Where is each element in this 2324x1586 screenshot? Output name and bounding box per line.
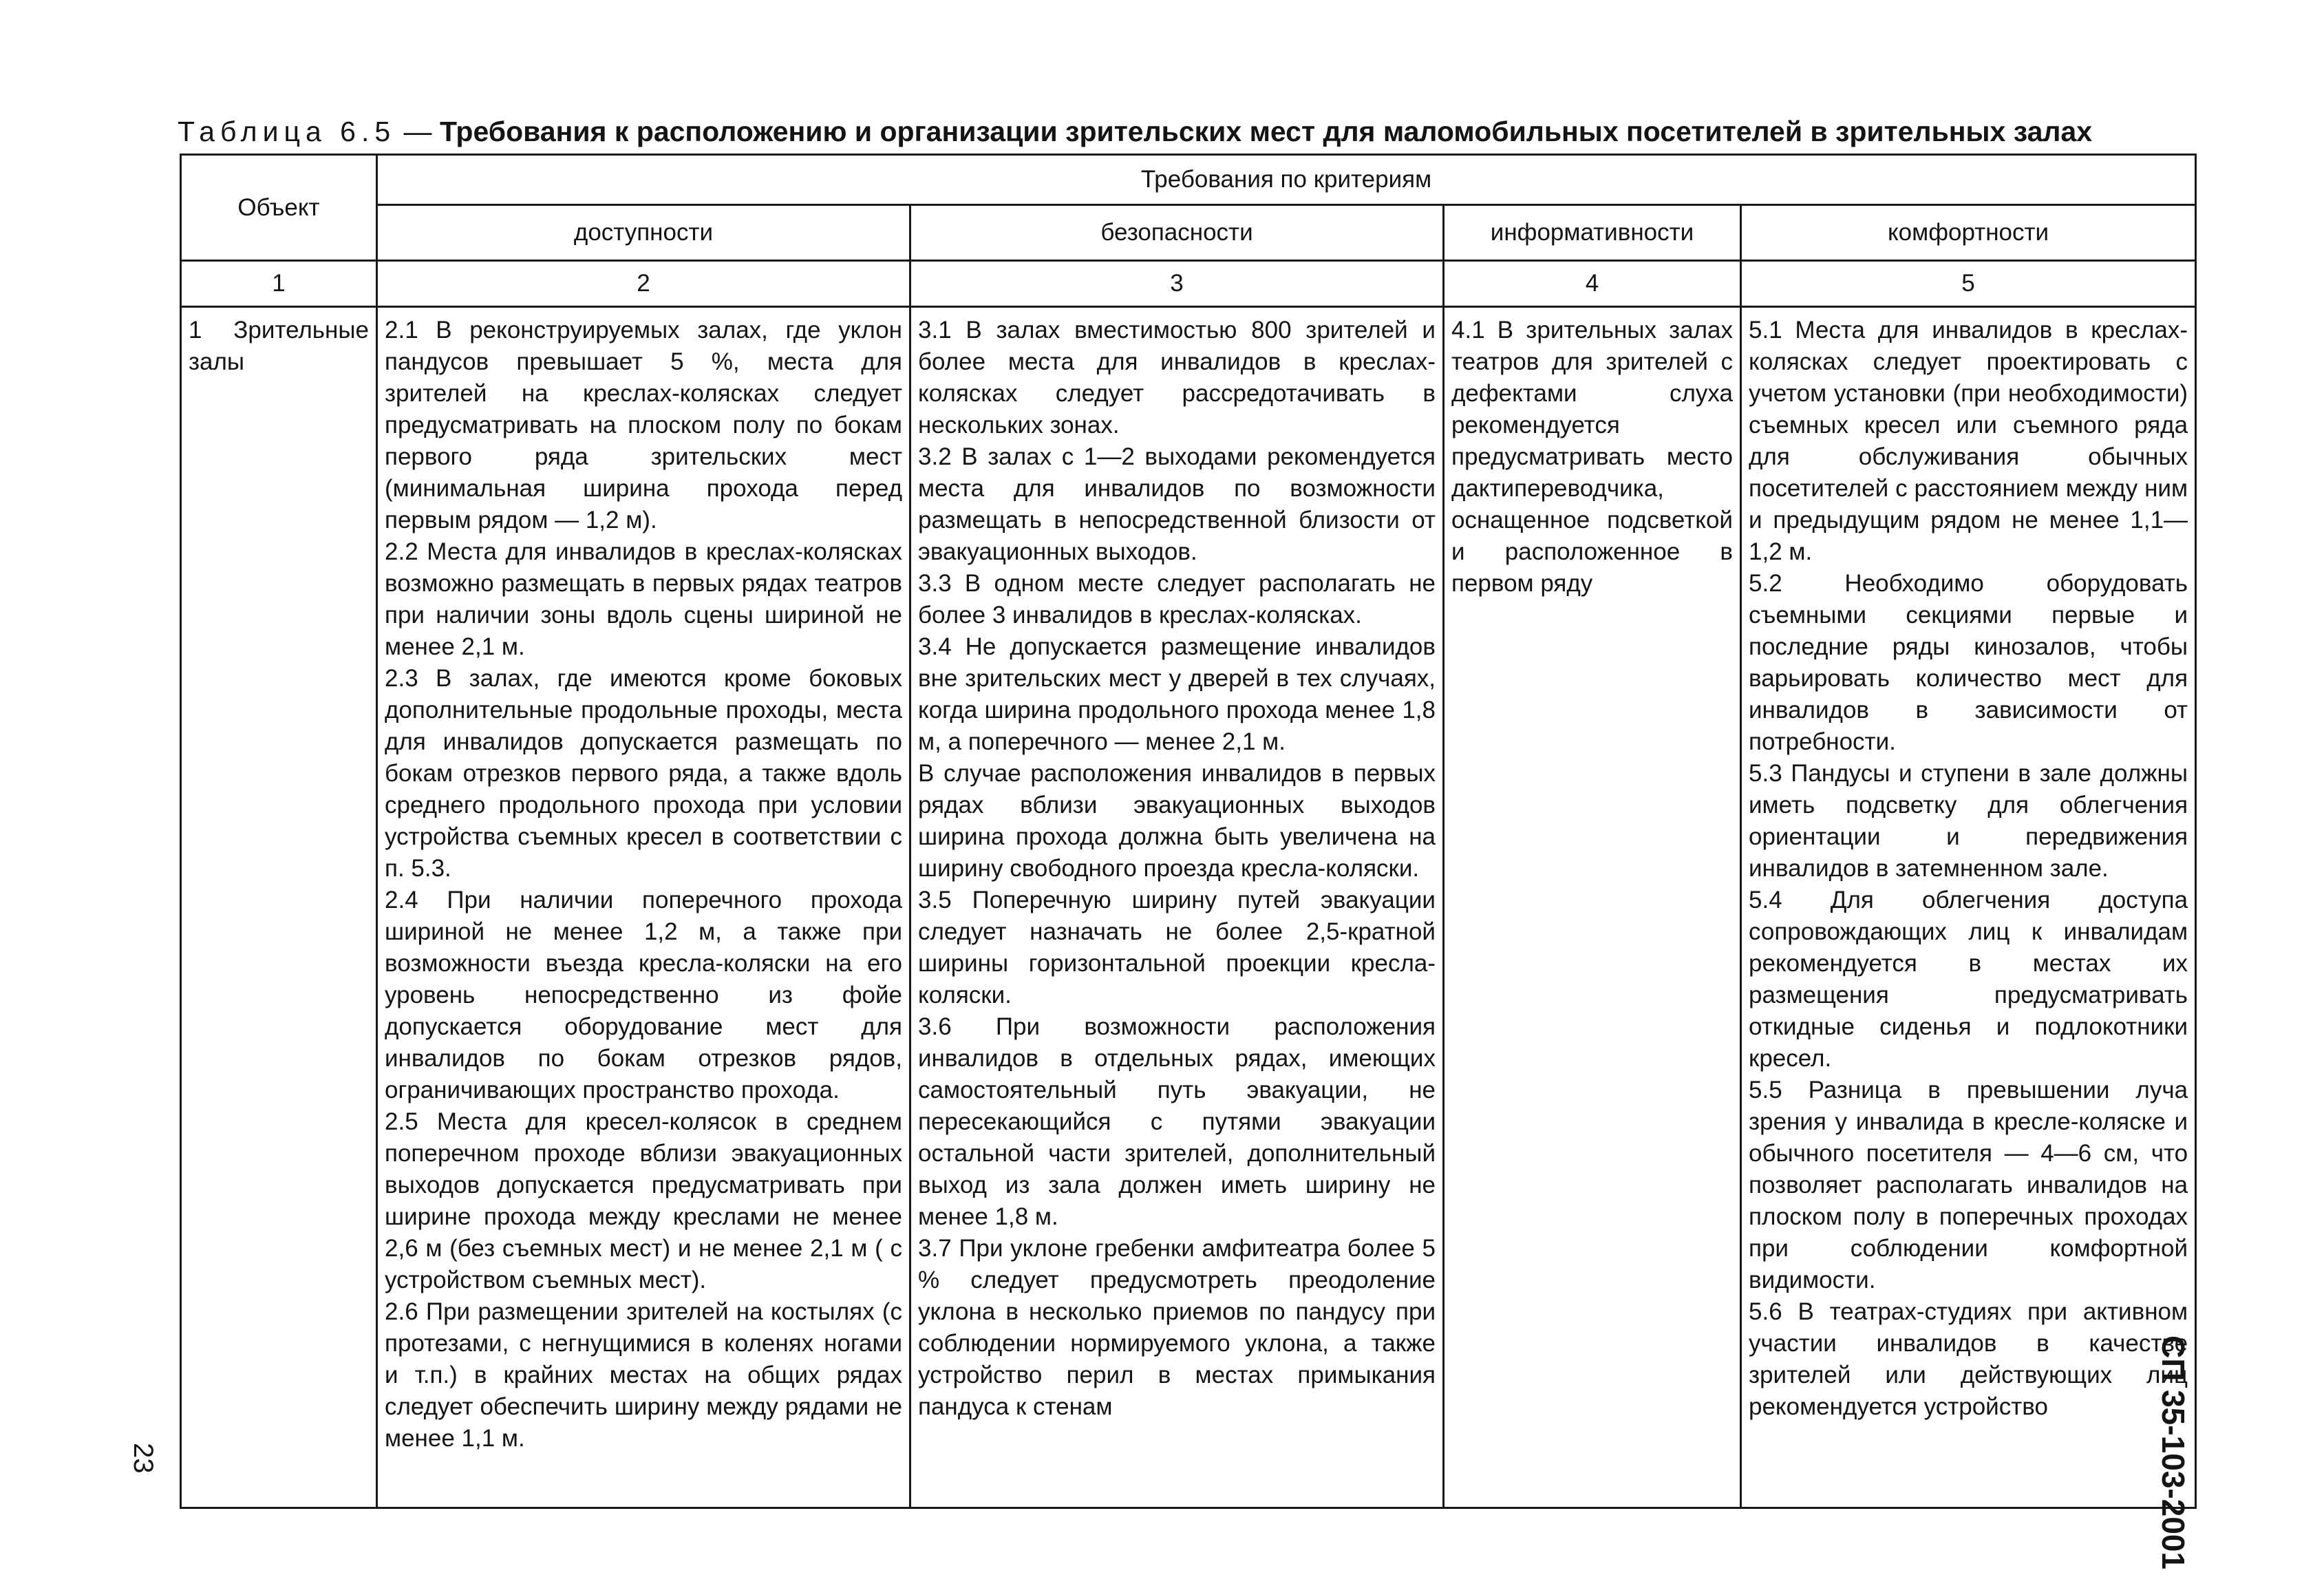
column-number-3: 3	[910, 261, 1444, 307]
paragraph: 2.6 При размещении зрителей на костылях (с протезами, с негнущимися в коленях ногами и т.п.) в крайних местах на общих рядах следует обеспечить ширину между рядами не менее 1,1 м.	[385, 1298, 902, 1452]
column-number-1: 1	[181, 261, 377, 307]
paragraph: 2.3 В залах, где имеются кроме боковых дополнительные продольные проходы, места для инвалидов допускается размещать по бокам отрезков первого ряда, а также вдоль среднего продольного прохода при условии устройства съемных кресел в соответствии с п. 5.3.	[385, 665, 902, 882]
header-row-2	[181, 205, 2196, 261]
table-row	[181, 307, 2196, 1508]
object-header: Объект	[181, 155, 377, 261]
column-header-accessibility: доступности	[377, 205, 910, 261]
paragraph: В случае расположения инвалидов в первых рядах вблизи эвакуационных выходов ширина прохода должна быть увеличена на ширину свободного проезда кресла-коляски.	[918, 760, 1436, 882]
paragraph: 2.4 При наличии поперечного прохода шириной не менее 1,2 м, а также при возможности въезда кресла-коляски на его уровень непосредственно из фойе допускается оборудование мест для инвалидов по бокам отрезков рядов, ограничивающих пространство прохода.	[385, 887, 902, 1103]
column-header-safety: безопасности	[910, 205, 1444, 261]
requirements-table	[180, 154, 2197, 1509]
paragraph: 3.4 Не допускается размещение инвалидов вне зрительских мест у дверей в тех случаях, когда ширина продольного прохода менее 1,8 м, а поперечного — менее 2,1 м.	[918, 633, 1436, 755]
paragraph: 5.6 В театрах-студиях при активном участии инвалидов в качестве зрителей или действующих лиц рекомендуется устройство	[1749, 1298, 2188, 1420]
paragraph: 3.7 При уклоне гребенки амфитеатра более 5 % следует предусмотреть преодоление уклона в несколько приемов по пандусу при соблюдении нормируемого уклона, а также устройство перил в местах примыкания пандуса к стенам	[918, 1235, 1436, 1420]
paragraph: 5.3 Пандусы и ступени в зале должны иметь подсветку для облегчения ориентации и передвижения инвалидов в затемненном зале.	[1749, 760, 2188, 882]
paragraph: 3.3 В одном месте следует располагать не более 3 инвалидов в креслах-колясках.	[918, 570, 1436, 628]
accessibility-cell	[377, 307, 910, 1508]
safety-text	[918, 315, 1436, 1423]
paragraph: 2.2 Места для инвалидов в креслах-колясках возможно размещать в первых рядах театров при наличии зоны вдоль сцены шириной не менее 2,1 м.	[385, 538, 902, 660]
criteria-header: Требования по критериям	[377, 155, 2196, 205]
page-number: 23	[128, 1443, 158, 1474]
paragraph: 3.2 В залах с 1—2 выходами рекомендуется места для инвалидов по возможности размещать в непосредственной близости от эвакуационных выходов.	[918, 443, 1436, 565]
column-number-4: 4	[1444, 261, 1741, 307]
paragraph: 5.1 Места для инвалидов в креслах-колясках следует проектировать с учетом установки (при необходимости) съемных кресел или съемного ряда для обслуживания обычных посетителей с расстоянием между ним и предыдущим рядом не менее 1,1—1,2 м.	[1749, 317, 2188, 565]
paragraph: 5.5 Разница в превышении луча зрения у инвалида в кресле-коляске и обычного посетителя — 4—6 см, что позволяет располагать инвалидов на плоском полу в поперечных проходах при соблюдении комфортной видимости.	[1749, 1077, 2188, 1293]
comfort-cell	[1741, 307, 2196, 1508]
accessibility-text	[385, 315, 902, 1455]
header-row-1	[181, 155, 2196, 205]
safety-cell	[910, 307, 1444, 1508]
paragraph: 4.1 В зрительных залах театров для зрителей с дефектами слуха рекомендуется предусматривать место дактипереводчика, оснащенное подсветкой и расположенное в первом ряду	[1451, 317, 1733, 597]
paragraph: 1 Зрительные залы	[189, 317, 369, 375]
paragraph: 5.4 Для облегчения доступа сопровождающих лиц к инвалидам рекомендуется в местах их размещения предусматривать откидные сиденья и подлокотники кресел.	[1749, 887, 2188, 1072]
paragraph: 3.5 Поперечную ширину путей эвакуации следует назначать не более 2,5-кратной ширины горизонтальной проекции кресла-коляски.	[918, 887, 1436, 1008]
paragraph: 2.1 В реконструируемых залах, где уклон пандусов превышает 5 %, места для зрителей на креслах-колясках следует предусматривать на плоском полу по бокам первого ряда зрительских мест (минимальная ширина прохода перед первым рядом — 1,2 м).	[385, 317, 902, 533]
column-number-row	[181, 261, 2196, 307]
caption-label: Таблица 6.5	[178, 116, 396, 147]
object-text	[189, 315, 369, 378]
table-caption	[178, 113, 2173, 150]
paragraph: 3.6 При возможности расположения инвалидов в отдельных рядах, имеющих самостоятельный путь эвакуации, не пересекающийся с путями эвакуации остальной части зрителей, дополнительный выход из зала должен иметь ширину не менее 1,8 м.	[918, 1013, 1436, 1230]
paragraph: 5.2 Необходимо оборудовать съемными секциями первые и последние ряды кинозалов, чтобы варьировать количество мест для инвалидов в зависимости от потребности.	[1749, 570, 2188, 755]
column-number-2: 2	[377, 261, 910, 307]
paragraph: 2.5 Места для кресел-колясок в среднем поперечном проходе вблизи эвакуационных выходов допускается предусматривать при ширине прохода между креслами не менее 2,6 м (без съемных мест) и не менее 2,1 м ( с устройством съемных мест).	[385, 1108, 902, 1293]
comfort-text	[1749, 315, 2188, 1423]
column-number-5: 5	[1741, 261, 2196, 307]
column-header-informativeness: информативности	[1444, 205, 1741, 261]
object-cell	[181, 307, 377, 1508]
informativeness-text	[1451, 315, 1733, 600]
caption-dash: —	[396, 116, 440, 147]
document-code: СП 35-103-2001	[2155, 1335, 2191, 1569]
caption-title: Требования к расположению и организации зрительских мест для маломобильных посетителей в зрительных залах	[439, 116, 2093, 147]
informativeness-cell	[1444, 307, 1741, 1508]
paragraph: 3.1 В залах вместимостью 800 зрителей и более места для инвалидов в креслах-колясках следует рассредотачивать в нескольких зонах.	[918, 317, 1436, 438]
column-header-comfort: комфортности	[1741, 205, 2196, 261]
